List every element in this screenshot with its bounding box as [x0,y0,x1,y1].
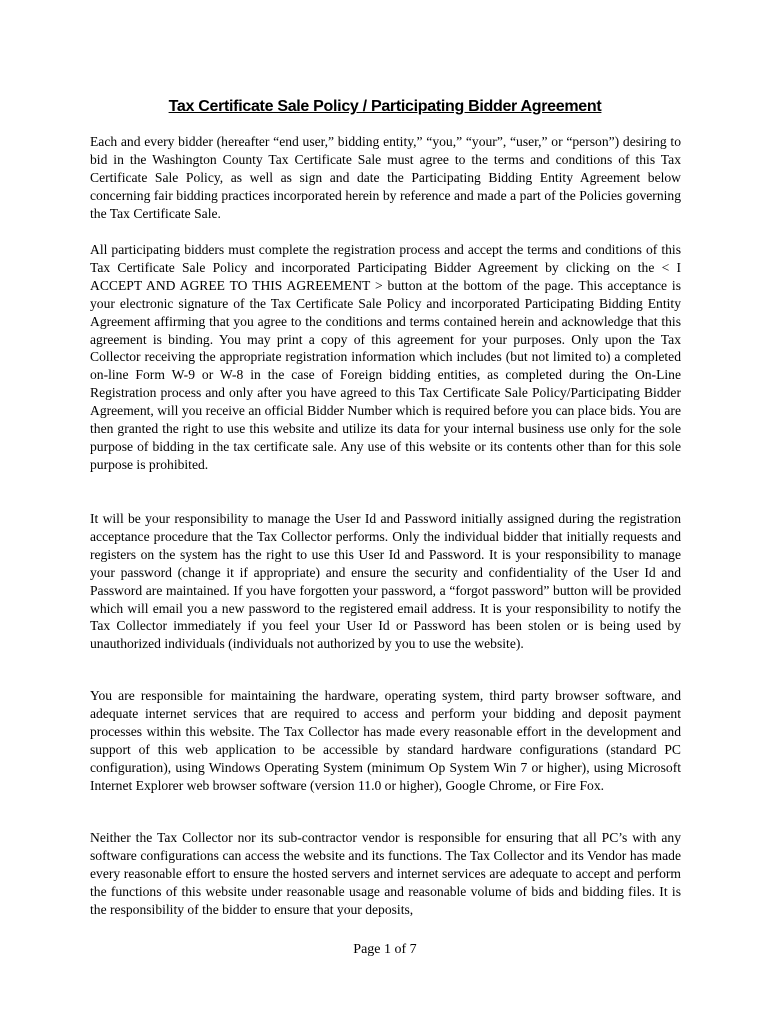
paragraph-bidder-definition: Each and every bidder (hereafter “end user,” bidding entity,” “you,” “your”, “user,” or “person”) desiring to bid in the Washington County Tax Certificate Sale must agree to the terms and conditions of this Tax Certificate Sale Policy, as well as sign and date the Participating Bidding Entity Agreement below concerning fair bidding practices incorporated herein by reference and made a part of the Policies governing the Tax Certificate Sale. [90,134,681,221]
paragraph-registration-process: All participating bidders must complete the registration process and accept the terms and conditions of this Tax Certificate Sale Policy and incorporated Participating Bidder Agreement by clicking on the < I ACCEPT AND AGREE TO THIS AGREEMENT > button at the bottom of the page. This acceptance is your electronic signature of the Tax Certificate Sale Policy and incorporated Participating Bidding Entity Agreement affirming that you agree to the conditions and terms contained herein and acknowledge that this agreement is binding. You may print a copy of this agreement for your purposes. Only upon the Tax Collector receiving the appropriate registration information which includes (but not limited to) a completed on-line Form W-9 or W-8 in the case of Foreign bidding entities, as completed during the On-Line Registration process and only after you have agreed to this Tax Certificate Sale Policy/Participating Bidder Agreement, will you receive an official Bidder Number which is required before you can place bids. You are then granted the right to use this website and utilize its data for your internal business use only for the sole purpose of bidding in the tax certificate sale. Any use of this website or its contents other than for this sole purpose is prohibited. [90,242,681,472]
page-number: Page 1 of 7 [353,942,417,957]
paragraph-user-id-password: It will be your responsibility to manage the User Id and Password initially assigned during the registration acceptance procedure that the Tax Collector performs. Only the individual bidder that initially requests and registers on the system has the right to use this User Id and Password. It is your responsibility to manage your password (change it if appropriate) and ensure the security and confidentiality of the User Id and Password are maintained. If you have forgotten your password, a “forgot password” button will be provided which will email you a new password to the registered email address. It is your responsibility to notify the Tax Collector immediately if you feel your User Id or Password has been stolen or is being used by unauthorized individuals (individuals not authorized by you to use the website). [90,511,681,652]
paragraph-vendor-responsibility: Neither the Tax Collector nor its sub-contractor vendor is responsible for ensuring that all PC’s with any software configurations can access the website and its functions. The Tax Collector and its Vendor has made every reasonable effort to ensure the hosted servers and internet services are adequate to accept and perform the functions of this website under reasonable usage and reasonable volume of bids and bidding files. It is the responsibility of the bidder to ensure that your deposits, [90,830,681,917]
paragraph-hardware-software: You are responsible for maintaining the hardware, operating system, third party browser software, and adequate internet services that are required to access and perform your bidding and deposit payment processes within this website. The Tax Collector has made every reasonable effort in the development and support of this web application to be accessible by standard hardware configurations (standard PC configuration), using Windows Operating System (minimum Op System Win 7 or higher), using Microsoft Internet Explorer web browser software (version 11.0 or higher), Google Chrome, or Fire Fox. [90,688,681,793]
document-title: Tax Certificate Sale Policy / Participating Bidder Agreement [168,98,602,115]
